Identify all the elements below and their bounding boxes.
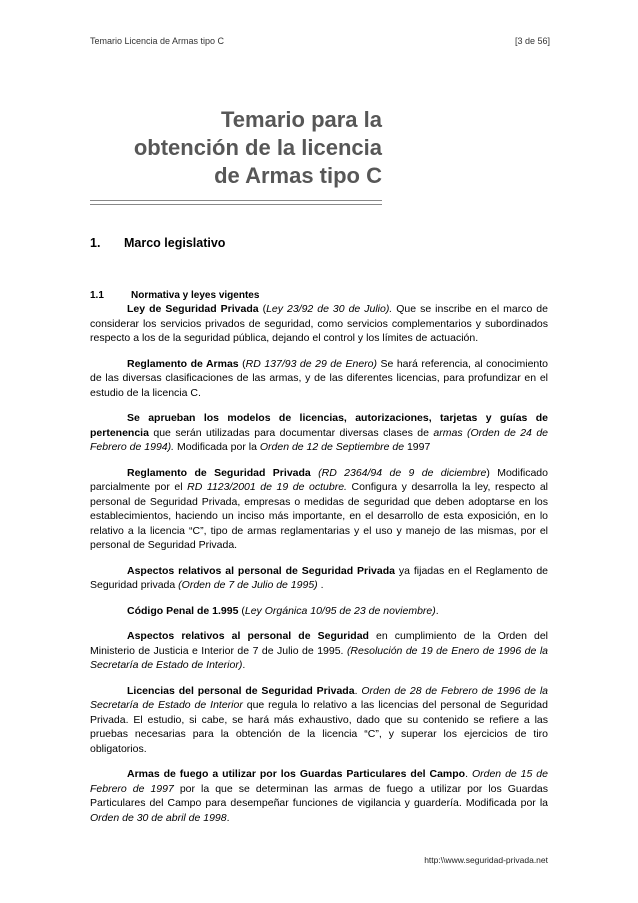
- citation: RD 137/93 de 29 de Enero): [245, 357, 377, 370]
- title-line-1: Temario para la: [221, 107, 382, 132]
- title-rule-bottom: [90, 204, 382, 205]
- subsection-heading: [90, 290, 259, 301]
- paragraph-aspectos-personal: [90, 564, 548, 593]
- paragraph-modelos-licencias: [90, 411, 548, 455]
- term: Aspectos relativos al personal de Seguridad Privada: [127, 564, 395, 577]
- paragraph-reglamento-seguridad-privada: [90, 466, 548, 553]
- footer-url: http:\\www.seguridad-privada.net: [424, 855, 548, 865]
- text: .: [242, 659, 246, 671]
- paragraph-ley-seguridad-privada: [90, 302, 548, 346]
- title-rule-top: [90, 200, 382, 201]
- text: (: [238, 604, 245, 617]
- page-counter: [3 de 56]: [514, 36, 550, 46]
- text: Se hará referencia, al conocimiento de las diversas clasificaciones de las armas, y de las diferentes licencias, para profundizar en el estudio de la licencia C.: [90, 357, 549, 399]
- title-line-3: de Armas tipo C: [214, 163, 382, 188]
- term: Armas de fuego a utilizar por los Guardas Particulares del Campo: [127, 768, 466, 780]
- citation: (Resolución de 19 de Enero de 1996 de la Secretaría de Estado de Interior): [90, 644, 548, 671]
- body-text: [90, 302, 548, 836]
- text: Que se inscribe en el marco de considerar los servicios privados de seguridad, como servicios complementarios y subordinados respecto a los de la seguridad pública, dejando el control y los límites de actuación.: [90, 303, 548, 344]
- term: Reglamento de Armas: [127, 357, 239, 370]
- section-number: 1.: [90, 236, 101, 250]
- paragraph-licencias-personal: [90, 684, 548, 757]
- paragraph-guardas-campo: [90, 767, 548, 825]
- citation: Orden de 12 de Septiembre de: [259, 441, 405, 453]
- text: por la que se determinan las armas de fuego a utilizar por los Guardas Particulares del Campo para desempeñar funciones de vigilancia y guardería. Modificada por la: [90, 782, 549, 809]
- term: Código Penal de 1.995: [127, 604, 239, 617]
- term: Licencias del personal de Seguridad Privada: [127, 684, 355, 697]
- text: .: [354, 684, 362, 697]
- section-title: Marco legislativo: [124, 236, 226, 250]
- text: en cumplimiento de la Orden del Ministerio de Justicia e Interior de 7 de Julio de 1995.: [90, 630, 548, 657]
- citation: RD 1123/2001 de 19 de octubre.: [187, 481, 347, 493]
- text: .: [226, 811, 230, 824]
- title-line-2: obtención de la licencia: [133, 135, 382, 160]
- text: 1997: [404, 441, 431, 453]
- subsection-number: 1.1: [90, 290, 104, 301]
- text: (: [238, 357, 246, 370]
- citation: armas (Orden de 24 de Febrero de 1994).: [90, 426, 548, 453]
- text: que regula lo relativo a las licencias del personal de Seguridad Privada. El estudio, si cabe, se hará más exhaustivo, dado que su contenido se refiere a las pruebas necesarias para la obtención de la licencia “C”, y superar los ejercicios de tiro obligatorios.: [90, 699, 548, 755]
- text: (: [258, 303, 267, 315]
- term: Reglamento de Seguridad Privada: [127, 466, 311, 479]
- section-heading: [90, 236, 225, 250]
- term: Ley de Seguridad Privada: [127, 303, 259, 315]
- citation: (RD 2364/94 de 9 de diciembre: [318, 466, 487, 479]
- term: Se aprueban los modelos de licencias, autorizaciones, tarjetas y guías de pertenencia: [90, 412, 548, 439]
- citation: Orden de 30 de abril de 1998: [90, 811, 227, 824]
- running-header-title: Temario Licencia de Armas tipo C: [90, 36, 225, 46]
- document-title: [90, 106, 382, 190]
- text: Configura y desarrolla la ley, respecto al personal de Seguridad Privada, empresas o medidas de seguridad que deben adoptarse en los establecimientos, haciendo un inciso más importante, en el desarrollo de esta exposición, en lo relativo a la licencia “C”, tipo de armas reglamentarias y el uso y manejo de las mismas, por el personal de Seguridad Privada.: [90, 481, 548, 551]
- paragraph-codigo-penal: [90, 604, 548, 619]
- term: Aspectos relativos al personal de Seguridad: [127, 630, 369, 642]
- text: Modificada por la: [174, 441, 260, 453]
- paragraph-reglamento-armas: [90, 357, 548, 401]
- text: que serán utilizadas para documentar diversas clases de: [148, 426, 434, 439]
- subsection-title: Normativa y leyes vigentes: [131, 290, 260, 301]
- text: .: [317, 579, 324, 591]
- citation: (Orden de 7 de Julio de 1995): [178, 579, 318, 591]
- text: ya fijadas en el Reglamento de Seguridad privada: [90, 564, 549, 591]
- citation: Ley 23/92 de 30 de Julio).: [266, 303, 393, 315]
- citation: Orden de 28 de Febrero de 1996 de la Secretaría de Estado de Interior: [90, 684, 548, 711]
- text: .: [435, 604, 439, 617]
- text: ) Modificado parcialmente por el: [90, 466, 548, 493]
- citation: Ley Orgánica 10/95 de 23 de noviembre): [244, 604, 436, 617]
- citation: Orden de 15 de Febrero de 1997: [90, 768, 548, 795]
- paragraph-aspectos-seguridad: [90, 629, 548, 673]
- text: .: [465, 768, 472, 780]
